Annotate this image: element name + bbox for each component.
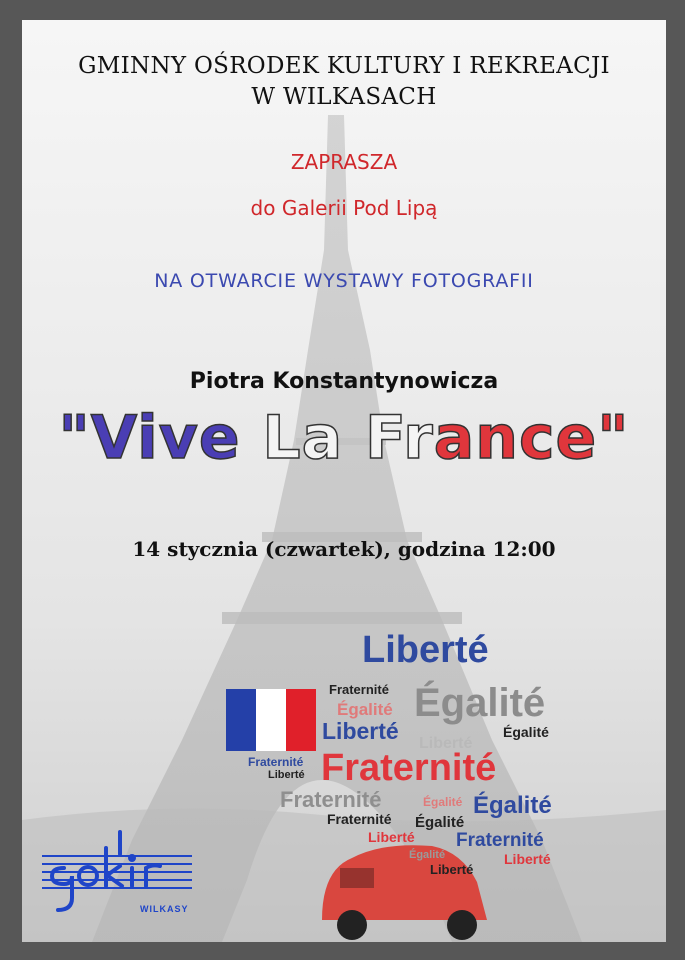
- event-type: NA OTWARCIE WYSTAWY FOTOGRAFII: [154, 270, 534, 292]
- word-cloud-item: Liberté: [368, 829, 415, 845]
- word-cloud-item: Liberté: [430, 862, 474, 877]
- organizer-name-line1: GMINNY OŚRODEK KULTURY I REKREACJI: [78, 53, 610, 79]
- word-cloud-item: Fraternité: [280, 787, 382, 812]
- word-cloud-item: Liberté: [322, 718, 399, 744]
- word-cloud-item: Égalité: [337, 700, 393, 719]
- logo-town: WILKASY: [140, 904, 189, 914]
- word-cloud-item: Fraternité: [456, 830, 544, 851]
- poster: [22, 20, 666, 942]
- organizer-name-line2: W WILKASACH: [251, 84, 437, 110]
- title-part-white: La Fr: [262, 403, 434, 473]
- word-cloud-item: Égalité: [503, 724, 549, 740]
- word-cloud-item: Égalité: [423, 795, 463, 809]
- title-part-blue: "Vive: [58, 403, 263, 473]
- gallery-name: do Galerii Pod Lipą: [250, 196, 438, 220]
- word-cloud-item: Fraternité: [321, 747, 497, 789]
- invite-heading: ZAPRASZA: [290, 150, 398, 174]
- author-name: Piotra Konstantynowicza: [189, 369, 499, 394]
- word-cloud-item: Fraternité: [327, 811, 392, 827]
- title-part-red: ance": [433, 403, 630, 473]
- word-cloud-item: Liberté: [419, 735, 473, 752]
- word-cloud-item: Égalité: [415, 814, 465, 831]
- word-cloud-item: Fraternité: [329, 682, 389, 697]
- word-cloud-item: Égalité: [473, 792, 552, 819]
- word-cloud-item: Liberté: [362, 629, 489, 671]
- word-cloud-item: Liberté: [268, 769, 305, 781]
- word-cloud-item: Fraternité: [248, 755, 304, 769]
- word-cloud-item: Égalité: [409, 849, 446, 861]
- word-cloud: [22, 20, 666, 942]
- word-cloud-item: Liberté: [504, 851, 551, 867]
- event-date-time: 14 stycznia (czwartek), godzina 12:00: [132, 537, 556, 561]
- word-cloud-item: Égalité: [414, 681, 546, 725]
